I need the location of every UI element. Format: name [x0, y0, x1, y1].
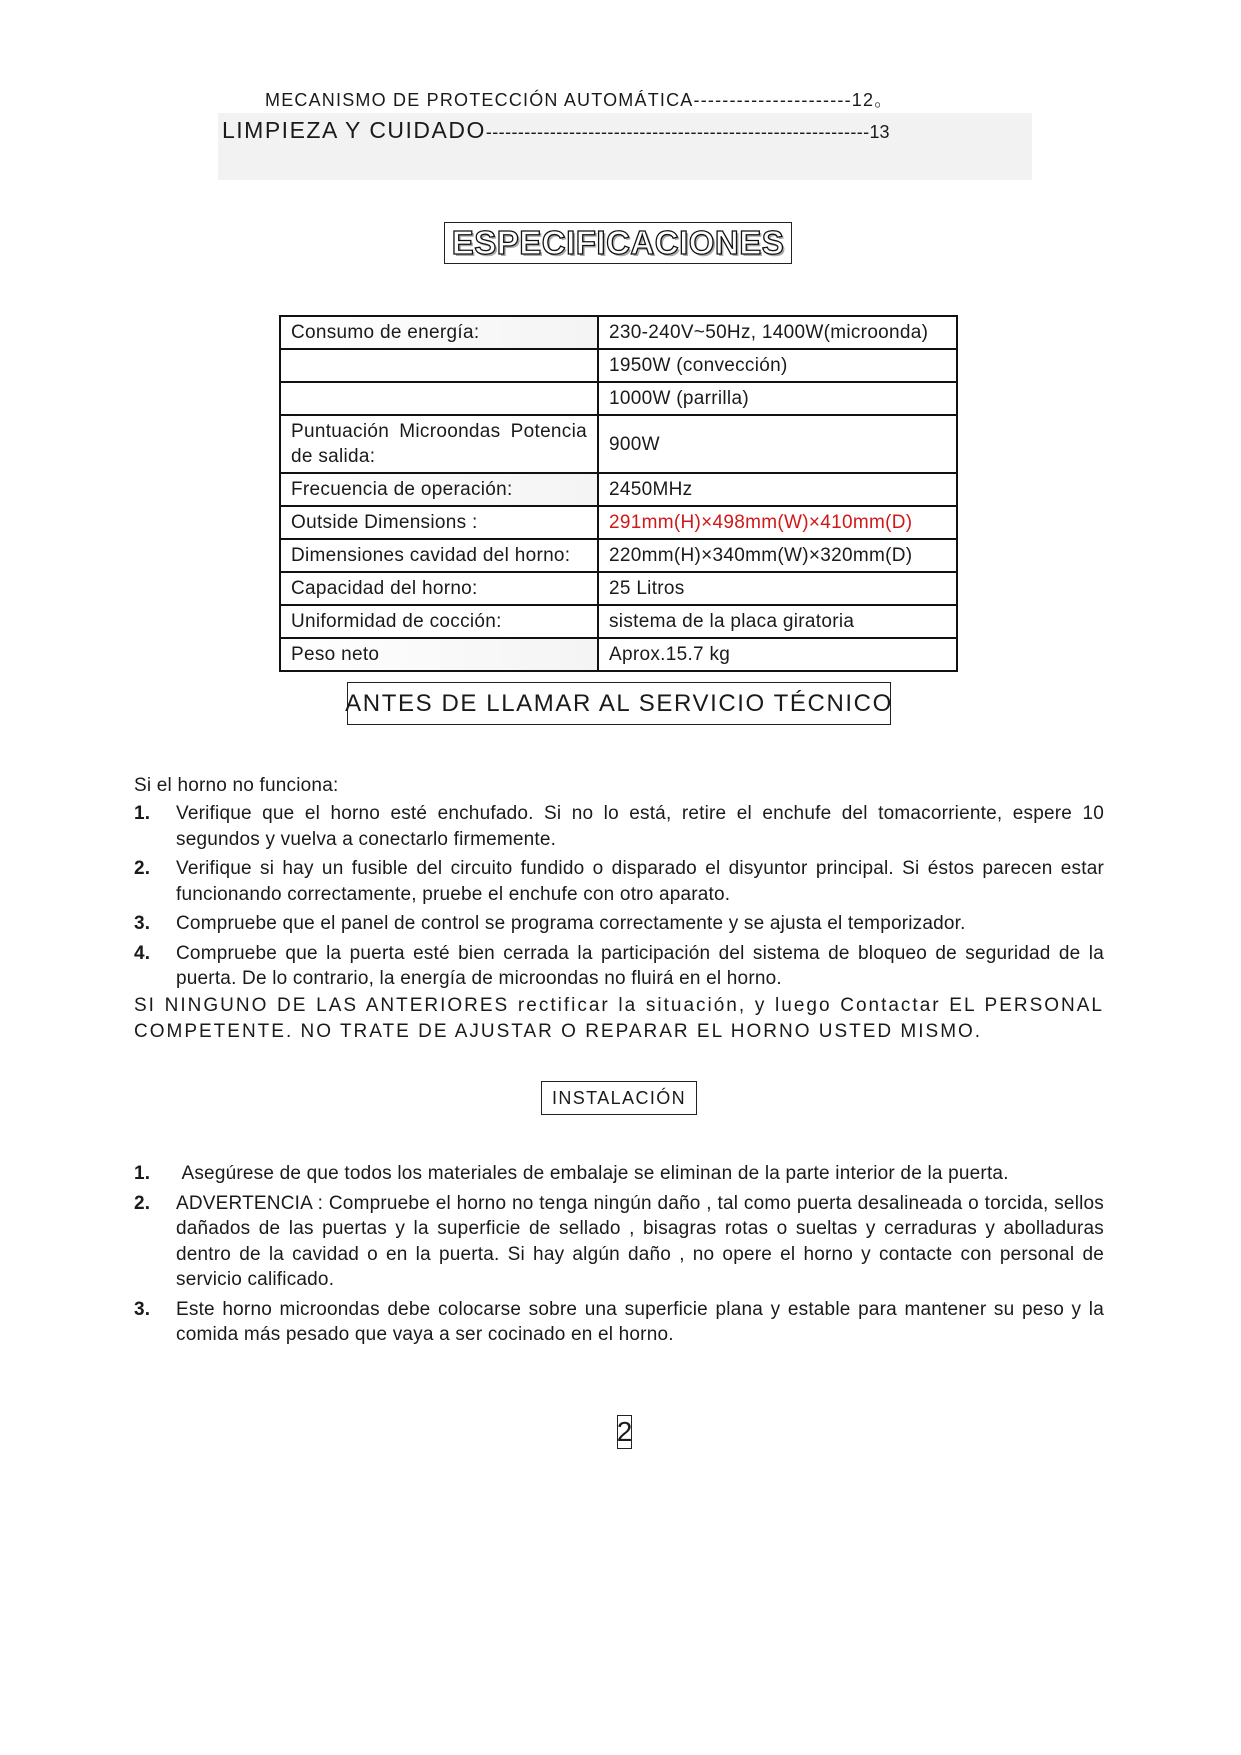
- list-number: 2.: [134, 1192, 151, 1214]
- service-warning: SI NINGUNO DE LAS ANTERIORES rectificar la situación, y luego Contactar EL PERSONAL COMPETENTE. NO TRATE DE AJUSTAR O REPARAR EL HORNO USTED MISMO.: [134, 995, 1104, 1042]
- list-text: Compruebe que el panel de control se programa correctamente y se ajusta el temporizador.: [176, 913, 966, 934]
- list-item: [134, 801, 1104, 852]
- table-row: [280, 316, 957, 349]
- list-item: [134, 1191, 1104, 1293]
- list-number: 2.: [134, 858, 151, 879]
- toc-page-number: 13: [869, 122, 890, 142]
- toc-page-number: 12。: [851, 90, 894, 110]
- spec-value: 25 Litros: [598, 572, 957, 605]
- table-row: [280, 415, 957, 473]
- table-row: [280, 572, 957, 605]
- list-number: 1.: [134, 803, 151, 824]
- toc-leader-dots: ----------------------: [693, 90, 852, 110]
- list-item: [134, 856, 1104, 907]
- page-number: 2: [616, 1416, 633, 1447]
- spec-value: 230-240V~50Hz, 1400W(microonda): [598, 316, 957, 349]
- list-item: [134, 941, 1104, 992]
- list-number: 4.: [134, 942, 151, 964]
- list-text: Asegúrese de que todos los materiales de embalaje se eliminan de la parte interior de la puerta.: [176, 1163, 1009, 1184]
- spec-value: 1950W (convección): [598, 349, 957, 382]
- spec-value: sistema de la placa giratoria: [598, 605, 957, 638]
- spec-label: Consumo de energía:: [280, 316, 598, 349]
- spec-label: Capacidad del horno:: [280, 572, 598, 605]
- table-row: [280, 605, 957, 638]
- spec-label: Frecuencia de operación:: [280, 473, 598, 506]
- toc-entry-title: MECANISMO DE PROTECCIÓN AUTOMÁTICA: [265, 90, 694, 110]
- installation-steps: [134, 1161, 1104, 1352]
- spec-label: Peso neto: [280, 638, 598, 671]
- table-row: [280, 638, 957, 671]
- spec-value: 900W: [598, 415, 957, 473]
- spec-value-highlighted: 291mm(H)×498mm(W)×410mm(D): [598, 506, 957, 539]
- table-row: [280, 382, 957, 415]
- spec-label: [280, 382, 598, 415]
- table-row: [280, 349, 957, 382]
- service-checklist: [134, 801, 1104, 996]
- spec-value: Aprox.15.7 kg: [598, 638, 957, 671]
- list-text: Verifique que el horno esté enchufado. Si no lo está, retire el enchufe del tomacorriente, espere 10 segundos y vuelva a conectarlo firmemente.: [176, 803, 1104, 850]
- toc-entry-proteccion: [265, 86, 893, 112]
- spec-label: Uniformidad de cocción:: [280, 605, 598, 638]
- section-title-servicio-tecnico: ANTES DE LLAMAR AL SERVICIO TÉCNICO: [347, 682, 891, 725]
- list-number: 3.: [134, 1298, 151, 1320]
- spec-value: 1000W (parrilla): [598, 382, 957, 415]
- list-text: Verifique si hay un fusible del circuito fundido o disparado el disyuntor principal. Si éstos parecen estar funcionando correctamente, pruebe el enchufe con otro aparato.: [176, 858, 1104, 905]
- specifications-table: [279, 315, 958, 672]
- list-text: Este horno microondas debe colocarse sobre una superficie plana y estable para mantener su peso y la comida más pesado que vaya a ser cocinado en el horno.: [176, 1298, 1104, 1345]
- section-title-especificaciones: ESPECIFICACIONES: [444, 222, 792, 264]
- list-text: Compruebe que la puerta esté bien cerrada la participación del sistema de bloqueo de seguridad de la puerta. De lo contrario, la energía de microondas no fluirá en el horno.: [176, 942, 1104, 989]
- table-row: [280, 539, 957, 572]
- list-number: 1.: [134, 1163, 151, 1184]
- spec-label: Puntuación Microondas Potencia de salida:: [280, 415, 598, 473]
- toc-entry-limpieza: [222, 117, 890, 144]
- spec-value: 2450MHz: [598, 473, 957, 506]
- list-item: [134, 911, 1104, 937]
- list-item: [134, 1161, 1104, 1187]
- toc-entry-title: LIMPIEZA Y CUIDADO: [222, 117, 486, 143]
- spec-label: [280, 349, 598, 382]
- list-text: ADVERTENCIA : Compruebe el horno no tenga ningún daño , tal como puerta desalineada o torcida, sellos dañados de las puertas y la superficie de sellado , bisagras rotas o sueltas y cerraduras y abolladuras dentro de la cavidad o en la puerta. Si hay algún daño , no opere el horno y contacte con personal de servicio calificado.: [176, 1192, 1104, 1290]
- table-row: [280, 473, 957, 506]
- table-row: [280, 506, 957, 539]
- spec-label: Outside Dimensions :: [280, 506, 598, 539]
- section-title-instalacion: INSTALACIÓN: [541, 1081, 697, 1115]
- spec-label: Dimensiones cavidad del horno:: [280, 539, 598, 572]
- list-number: 3.: [134, 913, 151, 934]
- service-intro: Si el horno no funciona:: [134, 775, 339, 796]
- spec-value: 220mm(H)×340mm(W)×320mm(D): [598, 539, 957, 572]
- toc-leader-dots: ------------------------------------------------------------: [485, 122, 870, 142]
- list-item: [134, 1297, 1104, 1348]
